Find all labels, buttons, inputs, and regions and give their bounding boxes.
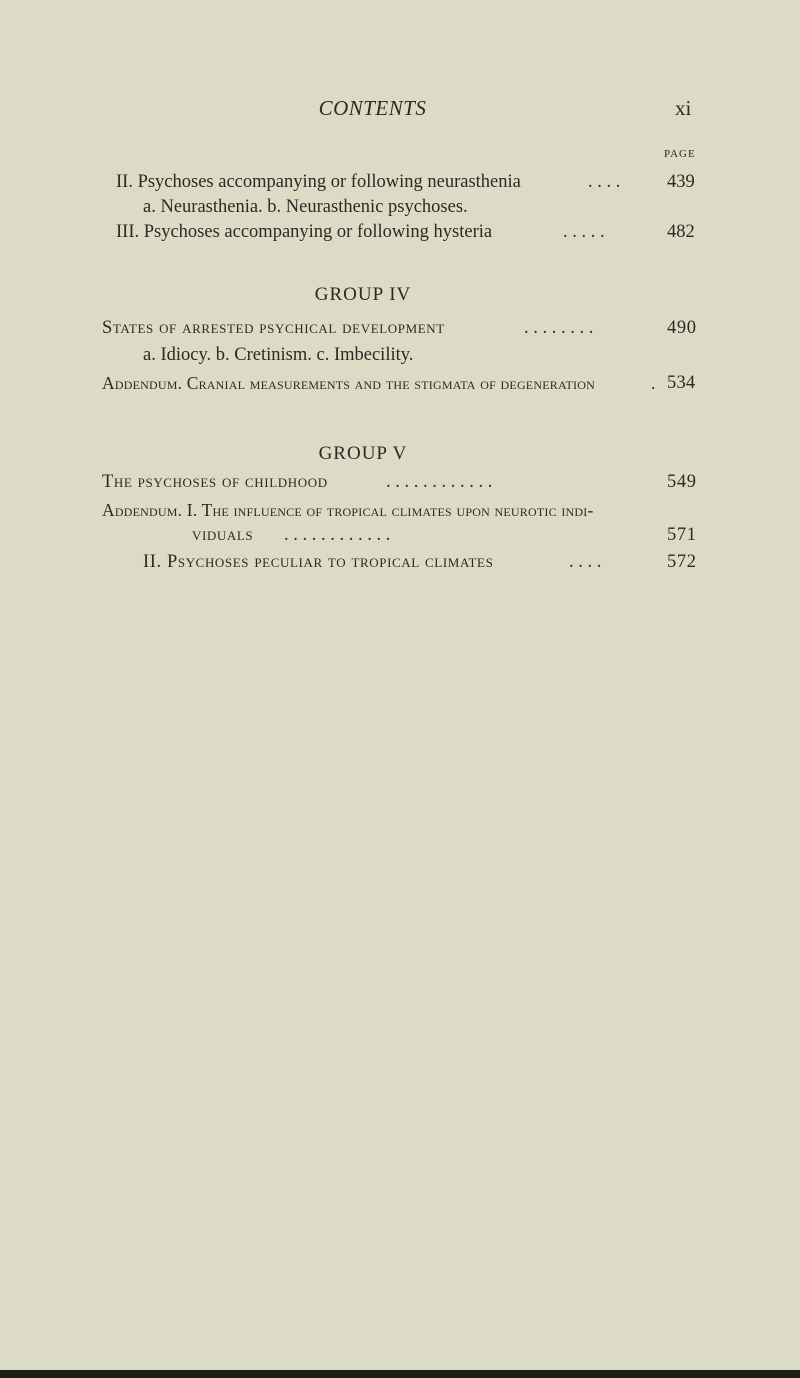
page-header bbox=[0, 96, 800, 126]
toc-entry-page: 439 bbox=[667, 172, 695, 192]
toc-entry-title: Addendum. I. The influence of tropical climates upon neurotic indi- bbox=[102, 500, 594, 520]
page-number: xi bbox=[675, 96, 692, 120]
toc-subentry-text: a. Neurasthenia. b. Neurasthenic psychoses. bbox=[143, 197, 468, 217]
toc-entry bbox=[0, 552, 800, 576]
dot-leader: . . . . . . . . . . . . bbox=[284, 525, 391, 545]
toc-entry-page: 534 bbox=[667, 373, 696, 393]
group-heading: GROUP V bbox=[318, 443, 408, 464]
dot-leader: . . . . . . . . bbox=[524, 318, 594, 338]
dot-leader: . . . . . bbox=[563, 222, 605, 242]
toc-entry bbox=[0, 318, 800, 342]
page-column-label: PAGE bbox=[664, 148, 696, 160]
dot-leader: . . . . . . . . . . . . bbox=[386, 472, 493, 492]
toc-subentry-text: a. Idiocy. b. Cretinism. c. Imbecility. bbox=[143, 345, 414, 365]
toc-entry-page: 490 bbox=[667, 318, 697, 338]
dot-leader: . bbox=[651, 373, 656, 393]
toc-subentry bbox=[0, 345, 800, 369]
scan-edge bbox=[0, 1370, 800, 1378]
toc-entry-title: States of arrested psychical development bbox=[102, 318, 445, 338]
toc-entry-page: 572 bbox=[667, 552, 697, 572]
dot-leader: . . . . bbox=[569, 552, 602, 572]
toc-entry-page: 482 bbox=[667, 222, 695, 242]
toc-entry-page: 549 bbox=[667, 472, 697, 492]
toc-entry-title: II. Psychoses peculiar to tropical climates bbox=[143, 552, 494, 572]
toc-entry bbox=[0, 373, 800, 397]
toc-entry-title: Addendum. Cranial measurements and the stigmata of degeneration bbox=[102, 373, 595, 393]
toc-entry-title: viduals bbox=[192, 525, 254, 545]
toc-entry bbox=[0, 222, 800, 246]
group-heading: GROUP IV bbox=[314, 284, 412, 305]
toc-entry-title: The psychoses of childhood bbox=[102, 472, 328, 492]
toc-subentry bbox=[0, 197, 800, 221]
toc-entry-title: III. Psychoses accompanying or following hysteria bbox=[116, 222, 493, 242]
toc-entry bbox=[0, 472, 800, 496]
toc-entry-page: 571 bbox=[667, 525, 697, 545]
toc-entry-title: II. Psychoses accompanying or following neurasthenia bbox=[116, 172, 521, 192]
toc-entry-continuation bbox=[0, 525, 800, 549]
dot-leader: . . . . bbox=[588, 172, 621, 192]
running-title: CONTENTS bbox=[318, 96, 427, 120]
toc-entry bbox=[0, 500, 800, 524]
toc-entry bbox=[0, 172, 800, 196]
